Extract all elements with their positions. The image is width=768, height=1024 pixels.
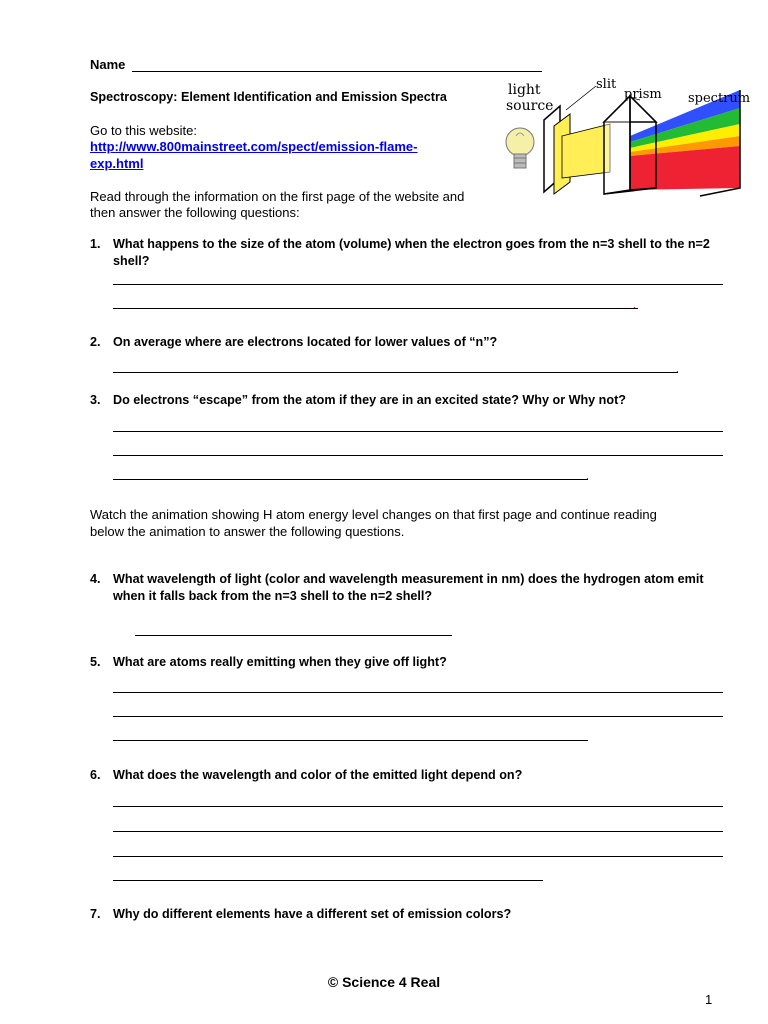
name-line	[132, 71, 542, 72]
answer-line[interactable]	[113, 372, 678, 373]
website-link[interactable]	[90, 138, 418, 172]
footer-copyright: © Science 4 Real	[327, 974, 441, 990]
question-number: 4.	[90, 572, 101, 586]
question-number: 2.	[90, 335, 101, 349]
question-5	[90, 654, 730, 671]
question-1	[90, 236, 730, 270]
question-number: 1.	[90, 237, 101, 251]
answer-line[interactable]	[113, 716, 723, 717]
answer-line[interactable]	[113, 455, 723, 456]
answer-line[interactable]	[135, 635, 452, 636]
answer-line[interactable]	[113, 284, 723, 285]
edit-mark: .	[633, 300, 636, 311]
page-number: 1	[705, 992, 713, 1007]
question-text: What wavelength of light (color and wavelength measurement in nm) does the hydrogen atom emit when it falls back from the n=3 shell to the n=2 shell?	[113, 572, 704, 603]
question-text: What are atoms really emitting when they give off light?	[113, 655, 447, 669]
question-number: 5.	[90, 655, 101, 669]
question-2	[90, 334, 730, 351]
answer-line[interactable]	[113, 692, 723, 693]
website-link-line1[interactable]: http://www.800mainstreet.com/spect/emission-flame-	[90, 139, 418, 154]
question-text: Do electrons “escape” from the atom if they are in an excited state? Why or Why not?	[113, 393, 626, 407]
answer-line[interactable]	[113, 431, 723, 432]
question-6	[90, 767, 730, 784]
name-label: Name	[90, 57, 126, 72]
question-7	[90, 906, 730, 923]
edit-mark: .	[676, 364, 679, 375]
worksheet-title: Spectroscopy: Element Identification and Emission Spectra	[90, 90, 447, 104]
intro-line-2: then answer the following questions:	[90, 205, 300, 220]
question-number: 3.	[90, 393, 101, 407]
question-text: What happens to the size of the atom (volume) when the electron goes from the n=3 shell to the n=2 shell?	[113, 237, 710, 268]
goto-text: Go to this website:	[90, 123, 197, 138]
watch-line-1: Watch the animation showing H atom energy level changes on that first page and continue reading	[90, 507, 657, 522]
question-text: Why do different elements have a different set of emission colors?	[113, 907, 512, 921]
answer-line[interactable]	[113, 740, 588, 741]
answer-line[interactable]	[113, 308, 638, 309]
edit-mark: .	[586, 471, 589, 482]
answer-line[interactable]	[113, 831, 723, 832]
figure-label-slit: slit	[596, 78, 617, 92]
light-bulb-icon	[506, 128, 534, 168]
website-link-line2[interactable]: exp.html	[90, 156, 144, 171]
answer-line[interactable]	[113, 880, 543, 881]
question-number: 6.	[90, 768, 101, 782]
answer-line[interactable]	[113, 856, 723, 857]
figure-label-spectrum: spectrum	[688, 91, 751, 106]
question-text: What does the wavelength and color of the emitted light depend on?	[113, 768, 523, 782]
question-text: On average where are electrons located for lower values of “n”?	[113, 335, 498, 349]
intro-line-1: Read through the information on the first page of the website and	[90, 189, 465, 204]
answer-line[interactable]	[113, 479, 588, 480]
figure-label-prism: prism	[624, 87, 662, 102]
question-4	[90, 571, 730, 605]
question-number: 7.	[90, 907, 101, 921]
question-3	[90, 392, 730, 409]
prism-diagram-image	[500, 78, 768, 198]
figure-label-source: source	[506, 98, 554, 114]
answer-line[interactable]	[113, 806, 723, 807]
spectroscope-figure	[500, 78, 768, 198]
figure-label-light: light	[508, 82, 541, 98]
watch-line-2: below the animation to answer the following questions.	[90, 524, 405, 539]
